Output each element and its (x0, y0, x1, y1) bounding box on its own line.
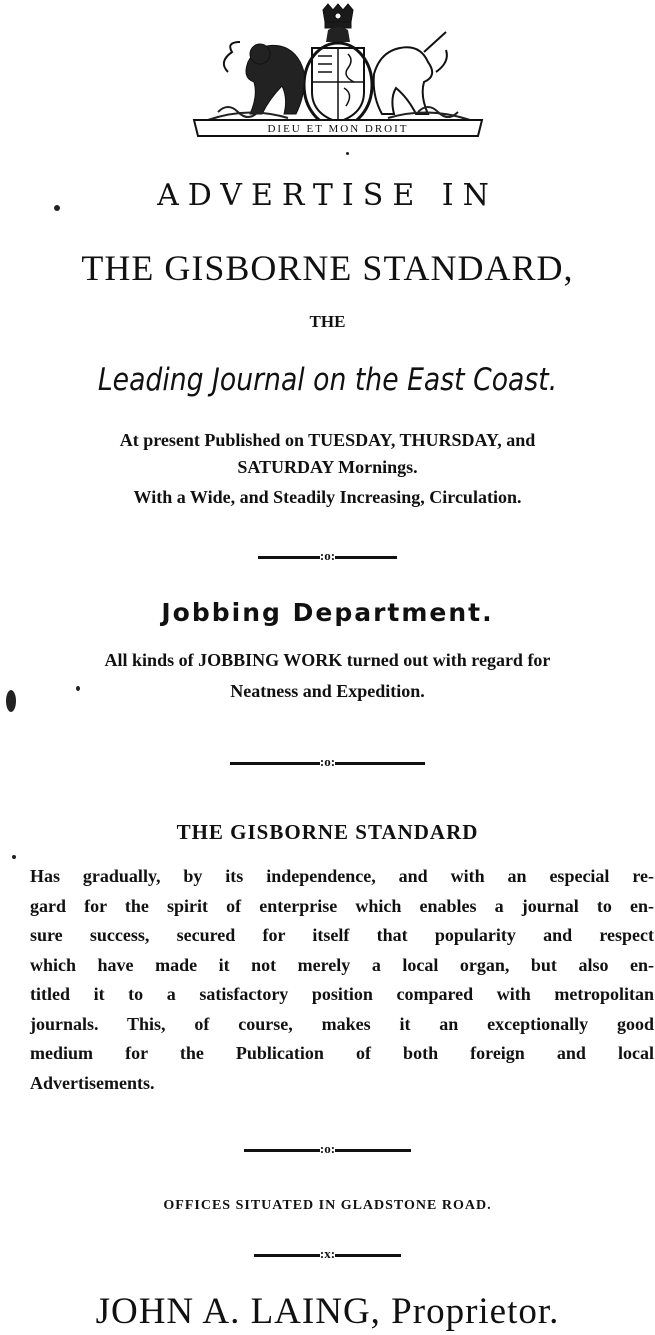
print-speck (6, 690, 16, 712)
offices-line: OFFICES SITUATED IN GLADSTONE ROAD. (163, 1198, 492, 1213)
divider-3-mark: :o: (319, 1141, 336, 1156)
tagline: Leading Journal on the East Coast. (97, 362, 558, 398)
proprietor-line: JOHN A. LAING, Proprietor. (95, 1291, 560, 1332)
divider-2-mark: :o: (319, 754, 336, 769)
publication-line-2: SATURDAY Mornings. (237, 457, 418, 477)
royal-coat-of-arms (188, 2, 488, 138)
standard-section-paragraph (30, 862, 654, 1098)
publication-line-3: With a Wide, and Steadily Increasing, Circulation. (133, 487, 522, 507)
the-label: THE (309, 312, 346, 331)
print-speck (346, 152, 349, 155)
print-speck (76, 686, 80, 691)
print-speck (12, 855, 16, 859)
jobbing-line-2: Neatness and Expedition. (230, 681, 425, 701)
print-speck (54, 205, 60, 211)
jobbing-heading: Jobbing Department. (161, 598, 494, 627)
divider-4 (0, 1246, 655, 1262)
newspaper-title: THE GISBORNE STANDARD, (81, 248, 574, 288)
divider-1 (0, 548, 655, 564)
paragraph-line: journals. This, of course, makes it an exceptionally good (30, 1013, 654, 1034)
paragraph-line: Has gradually, by its independence, and with an especial re- (30, 866, 654, 886)
divider-3 (0, 1141, 655, 1157)
paragraph-line: Advertisements. (30, 1072, 155, 1093)
publication-line-1: At present Published on TUESDAY, THURSDAY, and (119, 430, 536, 450)
paragraph-line: gard for the spirit of enterprise which enables a journal to en- (30, 895, 654, 916)
paragraph-line: which have made it not merely a local organ, but also en- (30, 954, 654, 975)
divider-4-mark: :x: (319, 1246, 336, 1261)
crest-motto: DIEU ET MON DROIT (267, 123, 409, 135)
jobbing-line-1: All kinds of JOBBING WORK turned out with regard for (104, 650, 551, 670)
standard-section-heading: THE GISBORNE STANDARD (176, 820, 479, 844)
divider-2 (0, 754, 655, 770)
headline: ADVERTISE IN (157, 178, 498, 213)
paragraph-line: titled it to a satisfactory position compared with metropolitan (30, 984, 654, 1004)
paragraph-line: medium for the Publication of both foreign and local (30, 1043, 654, 1063)
divider-1-mark: :o: (319, 548, 336, 563)
paragraph-line: sure success, secured for itself that popularity and respect (30, 925, 654, 945)
